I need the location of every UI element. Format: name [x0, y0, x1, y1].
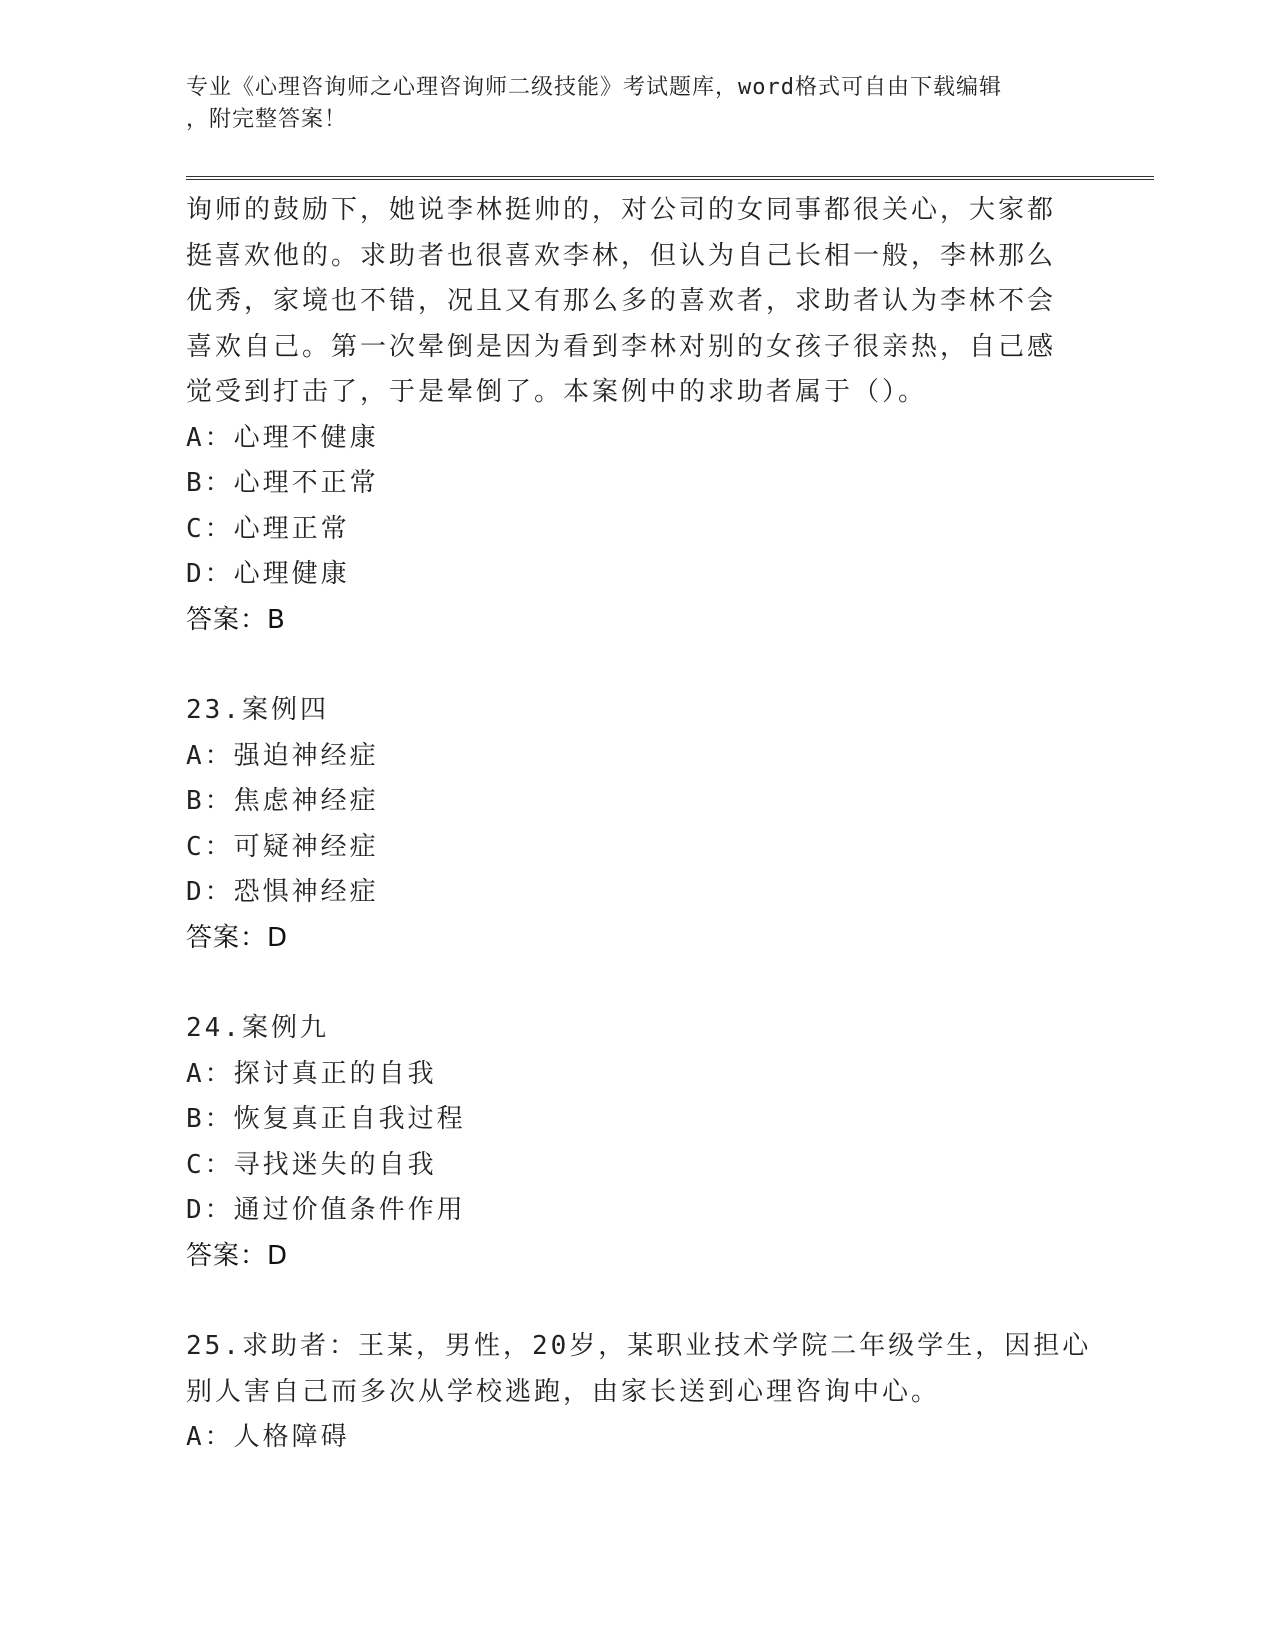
document-body: [186, 188, 1106, 1461]
question-25: [186, 1324, 1106, 1461]
question-stem-line: 24.案例九: [186, 1013, 329, 1043]
option-a: A：心理不健康: [186, 422, 379, 453]
spacer: [186, 1279, 1106, 1324]
option-d: D：恐惧神经症: [186, 877, 379, 907]
answer-label: 答案：B: [186, 604, 286, 635]
option-d: D：通过价值条件作用: [186, 1195, 466, 1225]
header-line-1: 专业《心理咨询师之心理咨询师二级技能》考试题库，word格式可自由下载编辑: [186, 75, 1002, 100]
spacer: [186, 961, 1106, 1006]
question-24: [186, 1006, 1106, 1279]
option-c: C：寻找迷失的自我: [186, 1149, 437, 1180]
answer-label: 答案：D: [186, 1240, 289, 1271]
question-stem-line: 23.案例四: [186, 695, 329, 725]
option-b: B：恢复真正自我过程: [186, 1104, 466, 1134]
spacer: [186, 643, 1106, 688]
question-stem-line: 喜欢自己。第一次晕倒是因为看到李林对别的女孩子很亲热，自己感: [186, 331, 1057, 362]
question-stem-line: 25.求助者：王某，男性，20岁，某职业技术学院二年级学生，因担心: [186, 1331, 1092, 1361]
option-c: C：可疑神经症: [186, 831, 379, 862]
option-c: C：心理正常: [186, 513, 350, 544]
header-divider: [186, 176, 1154, 180]
question-stem-line: 询师的鼓励下，她说李林挺帅的，对公司的女同事都很关心，大家都: [186, 195, 1057, 225]
question-stem-line: 别人害自己而多次从学校逃跑，由家长送到心理咨询中心。: [186, 1376, 941, 1407]
document-header: [186, 72, 1086, 136]
answer-label: 答案：D: [186, 922, 289, 953]
option-a: A：人格障碍: [186, 1422, 350, 1452]
question-22: [186, 188, 1106, 643]
header-line-2: ，附完整答案！: [186, 107, 348, 132]
option-a: A：探讨真正的自我: [186, 1058, 437, 1089]
option-a: A：强迫神经症: [186, 740, 379, 771]
question-stem-line: 挺喜欢他的。求助者也很喜欢李林，但认为自己长相一般，李林那么: [186, 240, 1057, 271]
option-b: B：心理不正常: [186, 468, 379, 498]
question-stem-line: 优秀，家境也不错，况且又有那么多的喜欢者，求助者认为李林不会: [186, 286, 1057, 316]
question-23: [186, 688, 1106, 961]
question-stem-line: 觉受到打击了，于是晕倒了。本案例中的求助者属于（）。: [186, 377, 928, 407]
option-b: B：焦虑神经症: [186, 786, 379, 816]
option-d: D：心理健康: [186, 559, 350, 589]
